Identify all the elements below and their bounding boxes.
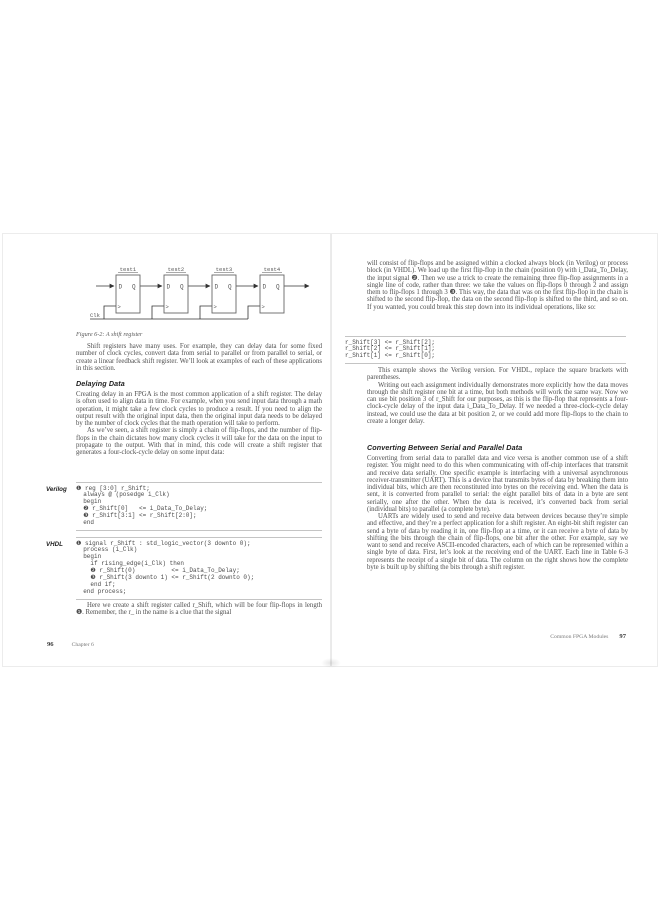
paragraph: UARTs are widely used to send and receive data between devices because they’re simple and effective, and they’re a perfect application for a shift register. An eight-bit shift register can send a byte of data by reading it in, one flip-flop at a time, or it can receive a byte of data by shifting the bits through the chain of flip-flops, one bit after the other. For example, say we want to send and receive ASCII-encoded characters, each of which can be represented within a single byte of data. First, let’s look at the receiving end of the UART. Each line in Table 6-3 represents the receipt of a single bit of data. The column on the right shows how the complete byte is built up by shifting the bits through a shift register. — [367, 513, 628, 571]
vhdl-code-listing — [46, 537, 322, 600]
left-page — [3, 234, 330, 666]
flipflop-3-pin-d: D — [214, 283, 219, 291]
paragraph: Shift registers have many uses. For example, they can delay data for some fixed number of clock cycles, convert data from serial to parallel or from parallel to serial, or create a linear feedback shift register. We’ll look at examples of each of these applications in this section. — [76, 343, 322, 372]
flipflop-4-label: test4 — [263, 266, 281, 273]
flipflop-3-clock-pin: > — [213, 303, 217, 311]
intro-paragraph — [76, 343, 322, 372]
flipflop-4-pin-q: Q — [276, 283, 280, 291]
flipflop-2-pin-q: Q — [180, 283, 184, 291]
paragraph: Writing out each assignment individually demonstrates more explicitly how the data moves through the shift register one bit at a time, but both methods will work the same way. Now we can use bit position 3 of r_Shift for our purposes, as this is the flip-flop that represents a four-clock-cycle delay of the input data i_Data_To_Delay. If we needed a three-clock-cycle delay instead, we could use the data at bit position 2, or we could add more flip-flops to the chain to create a longer delay. — [367, 381, 628, 425]
closing-paragraph — [76, 602, 322, 617]
code-line: ❸ r_Shift[3:1] <= r_Shift[2:0]; — [76, 512, 197, 520]
shift-register-figure — [76, 261, 316, 329]
code-line: r_Shift[3] <= r_Shift[2]; — [345, 338, 436, 346]
right-page — [330, 234, 657, 666]
book-page-spread — [2, 233, 658, 667]
page-number: 97 — [619, 633, 626, 640]
paragraph: This example shows the Verilog version. For VHDL, replace the square brackets with parentheses. — [367, 367, 628, 382]
section-heading-serial-parallel: Converting Between Serial and Parallel Data — [367, 443, 523, 452]
code-line: r_Shift[1] <= r_Shift[0]; — [345, 352, 436, 360]
code-line: begin — [76, 553, 102, 561]
section-heading-delaying-data: Delaying Data — [76, 379, 125, 388]
clock-riser-3 — [200, 306, 212, 319]
flipflop-4-pin-d: D — [262, 283, 267, 291]
serial-parallel-paragraphs — [367, 455, 628, 571]
code-line: ❷ r_Shift(0) <= i_Data_To_Delay; — [76, 567, 240, 575]
page-number: 96 — [47, 641, 54, 648]
verilog-language-label: Verilog — [46, 485, 67, 493]
clock-riser-1 — [104, 306, 116, 319]
flipflop-2-pin-d: D — [166, 283, 171, 291]
section-title-label: Common FPGA Modules — [550, 634, 609, 640]
paragraph: Converting from serial data to parallel data and vice versa is another common use of a shift register. You might need to do this when communicating with off-chip interfaces that transmit and receive data serially. One specific example is interfacing with a universal asynchronous receiver-transmitter (UART). This is a device that transmits bytes of data by breaking them into individual bits, which are then reconstituted into bytes on the receiving end. When the data is sent, it is converted from parallel to serial: the eight parallel bits of data in a byte are sent serially, one after the other. When the data is received, it’s converted back from serial (individual bits) to parallel (a complete byte). — [367, 455, 628, 513]
code-line: end process; — [76, 587, 127, 595]
flipflop-3-label: test3 — [215, 266, 233, 273]
code-line: end if; — [76, 580, 116, 588]
flipflop-3-pin-q: Q — [228, 283, 232, 291]
flipflop-2 — [164, 266, 188, 313]
flipflop-4-clock-pin: > — [261, 303, 265, 311]
flipflop-1 — [116, 266, 140, 313]
paragraph: will consist of flip-flops and be assigned within a clocked always block (in Verilog) or process block (in VHDL). We load up the first flip-flop in the chain (position 0) with i_Data_To_Delay, the input signal ❷. Then we use a trick to create the remaining three flip-flop assignments in a single line of code, rather than three: we take the values on flip-flops 0 through 2 and assign them to flip-flops 1 through 3 ❸. This way, the data that was on the first flip-flop in the chain is shifted to the second flip-flop, the data on the second flip-flop is shifted to the third, and so on. If you wanted, you could break this step down into its individual operations, like so: — [367, 260, 628, 311]
flipflop-2-clock-pin: > — [165, 303, 169, 311]
paragraph: Creating delay in an FPGA is the most common application of a shift register. The delay is often used to align data in time. For example, when you send input data through a math operation, it might take a few clock cycles to produce a result. If you need to align the output result with the original input data, then the original input data needs to be delayed by the number of clock cycles that the math operation will take to perform. — [76, 391, 322, 427]
code-line: process (i_Clk) — [76, 546, 138, 554]
verilog-vhdl-note-paragraphs — [367, 367, 628, 425]
flipflop-1-clock-pin: > — [117, 303, 121, 311]
left-page-footer — [47, 633, 293, 651]
code-line: end — [76, 519, 95, 527]
code-line: r_Shift[2] <= r_Shift[1]; — [345, 345, 436, 353]
vhdl-language-label: VHDL — [46, 540, 63, 548]
flipflop-3 — [212, 266, 236, 313]
flipflop-2-label: test2 — [167, 266, 185, 273]
verilog-code-listing — [46, 482, 322, 531]
code-line: if rising_edge(i_Clk) then — [76, 560, 185, 568]
code-line: ❶ reg [3:0] r_Shift; — [76, 484, 150, 492]
clock-riser-2 — [152, 306, 164, 319]
clock-riser-4 — [248, 306, 260, 319]
flipflop-1-pin-d: D — [118, 283, 123, 291]
flipflop-1-label: test1 — [119, 266, 137, 273]
code-line: begin — [76, 498, 102, 506]
code-line: ❷ r_Shift[0] <= i_Data_To_Delay; — [76, 505, 208, 513]
flipflop-4 — [260, 266, 284, 313]
figure-caption: Figure 6-2: A shift register — [76, 331, 143, 338]
code-line: ❸ r_Shift(3 downto 1) <= r_Shift(2 downto 0); — [76, 574, 255, 582]
chapter-label: Chapter 6 — [71, 642, 94, 648]
delaying-data-paragraphs — [76, 391, 322, 456]
paragraph: As we’ve seen, a shift register is simply a chain of flip-flops, and the number of flip-flops in the chain dictates how many clock cycles it will take for the data on the input to propagate to the output. With that in mind, this code will create a shift register that generates a four-clock-cycle delay on some input data: — [76, 427, 322, 456]
clk-label: Clk — [90, 312, 100, 319]
shift-assignments-code-listing — [345, 336, 626, 364]
right-page-footer — [345, 633, 626, 640]
code-line: ❶ signal r_Shift : std_logic_vector(3 downto 0); — [76, 539, 251, 547]
code-line: always @ (posedge i_Clk) — [76, 491, 170, 499]
flipflop-1-pin-q: Q — [132, 283, 136, 291]
paragraph: Here we create a shift register called r_Shift, which will be four flip-flops in length ❶. Remember, the r_ in the name is a clue that the signal — [76, 602, 322, 617]
continued-paragraph — [367, 260, 628, 311]
